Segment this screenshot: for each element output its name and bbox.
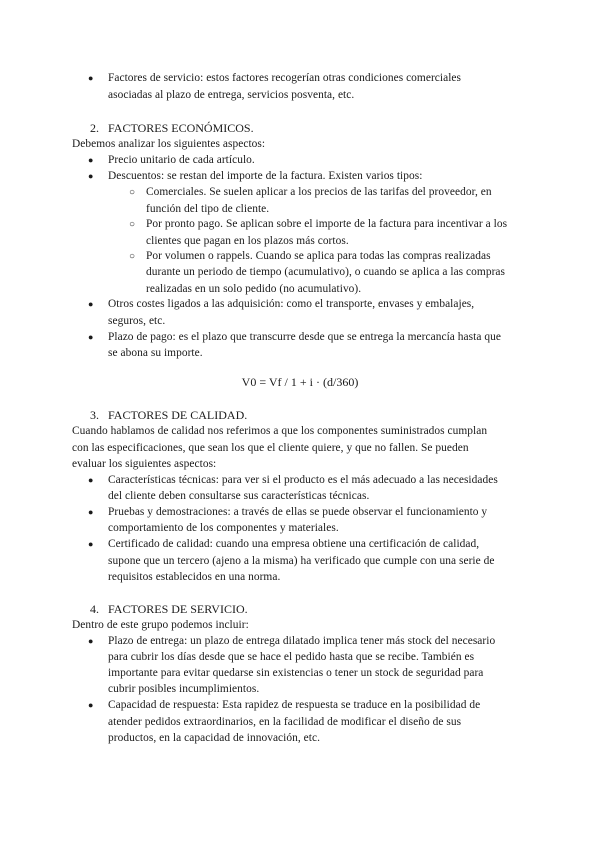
list-item: requisitos establecidos en una norma. [108, 571, 281, 583]
list-item: cubrir posibles incumplimientos. [108, 683, 260, 695]
section-intro: Dentro de este grupo podemos incluir: [72, 619, 249, 631]
section-number: 3. [90, 408, 99, 422]
bullet-dot: ● [88, 155, 94, 165]
bullet-dot: ● [88, 539, 94, 549]
list-item: se abona su importe. [108, 347, 203, 359]
paragraph-line: Cuando hablamos de calidad nos referimos a que los componentes suministrados cumplan [72, 425, 488, 437]
paragraph-line: con las especificaciones, que sean los que el cliente quiere, y que no fallen. Se pueden [72, 442, 469, 454]
list-item: Otros costes ligados a las adquisición: como el transporte, envases y embalajes, [108, 298, 475, 310]
list-item: importante para evitar quedarse sin existencias o tener un stock de seguridad para [108, 667, 484, 679]
sub-bullet-circle: ○ [129, 251, 136, 262]
list-item: Precio unitario de cada artículo. [108, 154, 255, 166]
section-number: 2. [90, 121, 99, 135]
list-item: supone que un tercero (ajeno a la misma) ha verificado que cumple con una serie de [108, 555, 495, 567]
sub-bullet-circle: ○ [129, 219, 136, 230]
sub-list-item: Por pronto pago. Se aplican sobre el importe de la factura para incentivar a los [146, 218, 508, 230]
bullet-dot: ● [88, 299, 94, 309]
bullet-dot: ● [88, 171, 94, 181]
sub-list-item: Por volumen o rappels. Cuando se aplica para todas las compras realizadas [146, 250, 491, 262]
bullet-dot: ● [88, 332, 94, 342]
section-title: FACTORES DE SERVICIO. [108, 602, 248, 616]
bullet-dot: ● [88, 475, 94, 485]
list-item: Descuentos: se restan del importe de la factura. Existen varios tipos: [108, 170, 423, 182]
intro-bullet-line: Factores de servicio: estos factores recogerían otras condiciones comerciales [108, 72, 462, 84]
section-title: FACTORES DE CALIDAD. [108, 408, 248, 422]
section-title: FACTORES ECONÓMICOS. [108, 121, 254, 135]
bullet-dot: ● [88, 73, 94, 83]
list-item: Pruebas y demostraciones: a través de ellas se puede observar el funcionamiento y [108, 506, 488, 518]
list-item: Capacidad de respuesta: Esta rapidez de respuesta se traduce en la posibilidad de [108, 699, 481, 711]
sub-list-item: realizadas en un solo pedido (no acumulativo). [146, 283, 362, 295]
list-item: Certificado de calidad: cuando una empresa obtiene una certificación de calidad, [108, 538, 480, 550]
section-number: 4. [90, 602, 99, 616]
formula: V0 = Vf / 1 + i · (d/360) [241, 375, 359, 389]
list-item: del cliente deben consultarse sus características técnicas. [108, 490, 370, 502]
sub-list-item: Comerciales. Se suelen aplicar a los precios de las tarifas del proveedor, en [146, 186, 492, 198]
intro-bullet-line: asociadas al plazo de entrega, servicios posventa, etc. [108, 89, 355, 101]
list-item: para cubrir los días desde que se hace el pedido hasta que se recibe. También es [108, 651, 475, 663]
sub-bullet-circle: ○ [129, 187, 136, 198]
sub-list-item: clientes que pagan en los plazos más cortos. [146, 235, 349, 247]
section-intro: Debemos analizar los siguientes aspectos: [72, 138, 266, 150]
bullet-dot: ● [88, 700, 94, 710]
paragraph-line: evaluar los siguientes aspectos: [72, 458, 217, 470]
list-item: atender pedidos extraordinarios, en la facilidad de modificar el diseño de sus [108, 716, 462, 728]
sub-list-item: durante un periodo de tiempo (acumulativo), o cuando se aplica a las compras [146, 266, 505, 278]
list-item: seguros, etc. [108, 315, 166, 327]
list-item: Plazo de entrega: un plazo de entrega dilatado implica tener más stock del necesario [108, 635, 496, 647]
list-item: comportamiento de los componentes y materiales. [108, 522, 339, 534]
sub-list-item: función del tipo de cliente. [146, 203, 270, 215]
bullet-dot: ● [88, 636, 94, 646]
list-item: Características técnicas: para ver si el producto es el más adecuado a las necesidades [108, 474, 498, 486]
bullet-dot: ● [88, 507, 94, 517]
list-item: Plazo de pago: es el plazo que transcurre desde que se entrega la mercancía hasta que [108, 331, 501, 343]
list-item: productos, en la capacidad de innovación, etc. [108, 732, 320, 744]
